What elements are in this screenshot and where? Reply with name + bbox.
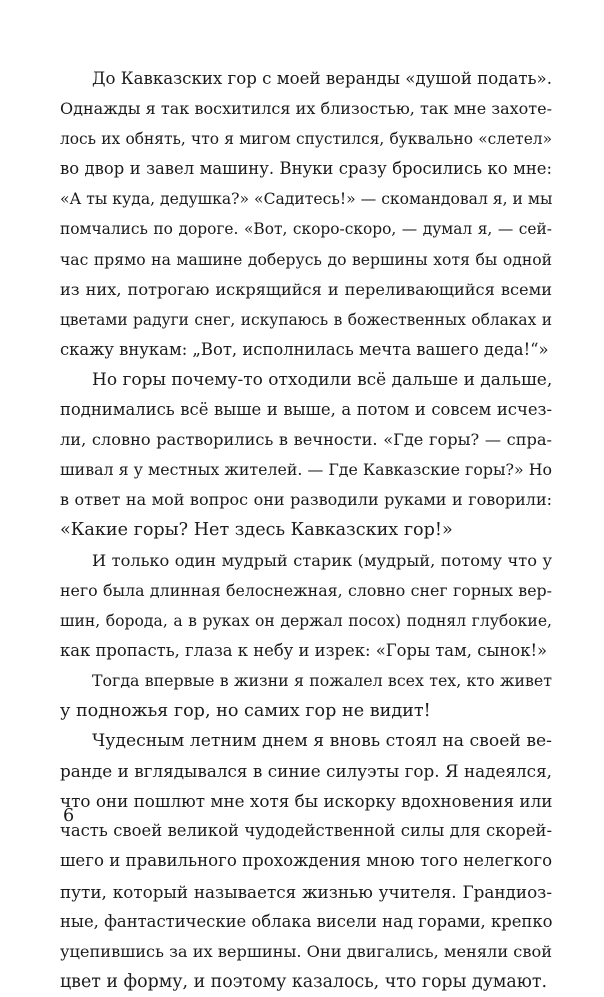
text-line: во двор и завел машину. Внуки сразу бросились ко мне: [60, 159, 552, 179]
text-line: «А ты куда, дедушка?» «Садитесь!» — скомандовал я, и мы [60, 190, 552, 209]
text-line: ные, фантастические облака висели над горами, крепко [60, 911, 552, 931]
text-line: Тогда впервые в жизни я пожалел всех тех, кто живет [92, 670, 552, 690]
text-line: час прямо на машине доберусь до вершины хотя бы одной [60, 250, 552, 269]
text-line: цветами радуги снег, искупаюсь в божественных облаках и [60, 310, 552, 329]
text-line: поднимались всё выше и выше, а потом и совсем исчез- [60, 400, 552, 420]
text-line: шего и правильного прохождения мною того нелегкого [60, 851, 552, 871]
text-line: скажу внукам: „Вот, исполнилась мечта вашего деда!“» [60, 339, 549, 359]
text-body [60, 64, 552, 997]
page-number: 6 [63, 806, 75, 826]
text-line: ли, словно растворились в вечности. «Где горы? — спра- [60, 430, 552, 450]
text-line: «Какие горы? Нет здесь Кавказских гор!» [60, 520, 453, 541]
text-line: из них, потрогаю искрящийся и переливающийся всеми [60, 279, 552, 299]
text-line: в ответ на мой вопрос они разводили руками и говорили: [60, 490, 552, 510]
text-line: ранде и вглядывался в синие силуэты гор. Я надеялся, [60, 761, 552, 782]
text-line: у подножья гор, но самих гор не видит! [60, 700, 431, 721]
text-line: что они пошлют мне хотя бы искорку вдохновения или [60, 791, 552, 812]
text-line: как пропасть, глаза к небу и изрек: «Горы там, сынок!» [60, 640, 548, 660]
paragraph [60, 64, 552, 365]
paragraph [60, 726, 552, 997]
text-line: Однажды я так восхитился их близостью, так мне захоте- [60, 99, 552, 119]
text-line: помчались по дороге. «Вот, скоро-скоро, — думал я, — сей- [60, 220, 552, 239]
text-line: И только один мудрый старик (мудрый, потому что у [92, 550, 552, 570]
text-line: Чудесным летним днем я вновь стоял на своей ве- [92, 731, 552, 752]
text-line: него была длинная белоснежная, словно снег горных вер- [60, 580, 552, 600]
text-line: До Кавказских гор с моей веранды «душой подать». [92, 69, 552, 88]
text-line: Но горы почему-то отходили всё дальше и дальше, [92, 369, 552, 390]
paragraph [60, 365, 552, 546]
paragraph [60, 666, 552, 726]
text-line: шин, борода, а в руках он держал посох) поднял глубокие, [60, 611, 552, 630]
text-line: цвет и форму, и поэтому казалось, что горы думают. [60, 971, 548, 992]
text-line: лось их обнять, что я мигом спустился, буквально «слетел» [60, 130, 552, 149]
text-line: уцепившись за их вершины. Они двигались, меняли свой [60, 941, 552, 961]
paragraph [60, 546, 552, 666]
text-line: шивал я у местных жителей. — Где Кавказские горы?» Но [60, 460, 552, 480]
text-line: часть своей великой чудодейственной силы для скорей- [60, 821, 552, 841]
text-line: пути, который называется жизнью учителя. Грандиоз- [60, 881, 552, 902]
